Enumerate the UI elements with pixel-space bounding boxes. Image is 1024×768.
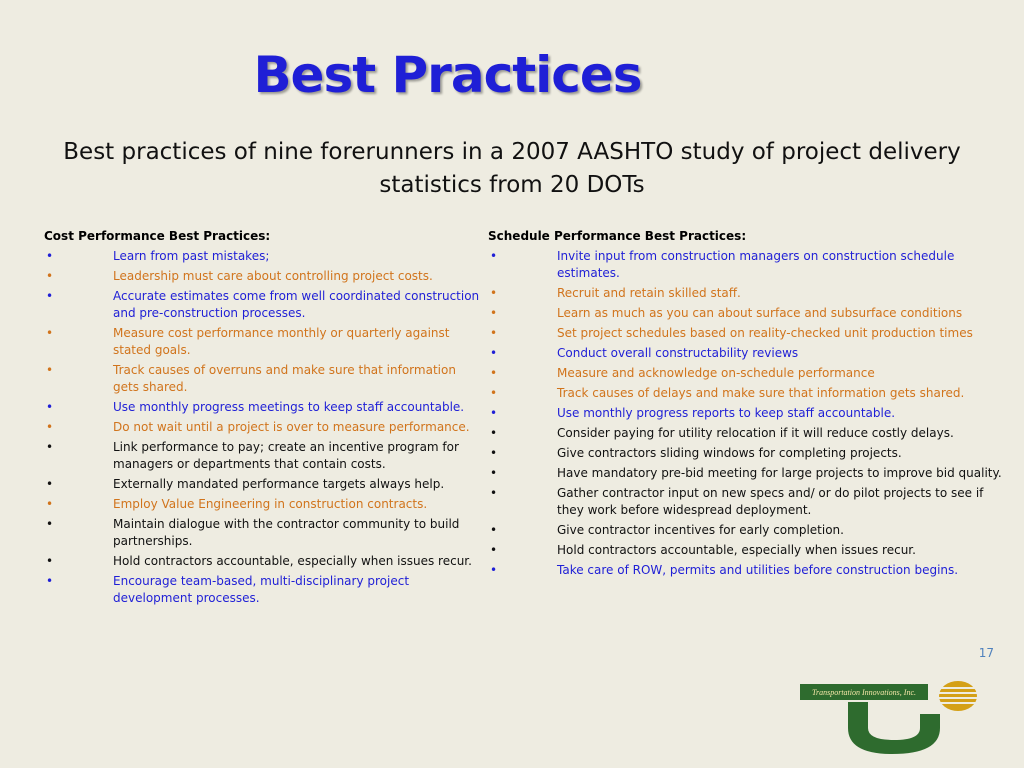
bullet-icon: • xyxy=(46,289,54,303)
bullet-text: Do not wait until a project is over to measure performance. xyxy=(113,420,470,434)
bullet-icon: • xyxy=(490,306,498,320)
bullet-icon: • xyxy=(46,517,54,531)
bullet-item xyxy=(488,305,1004,322)
bullet-icon: • xyxy=(46,554,54,568)
bullet-text: Externally mandated performance targets always help. xyxy=(113,477,445,491)
bullet-item xyxy=(488,248,1004,282)
bullet-item xyxy=(488,385,1004,402)
bullet-text: Recruit and retain skilled staff. xyxy=(557,286,741,300)
bullet-item xyxy=(44,288,480,322)
bullet-item xyxy=(488,405,1004,422)
bullet-icon: • xyxy=(490,386,498,400)
bullet-text: Use monthly progress meetings to keep staff accountable. xyxy=(113,400,465,414)
schedule-practices-heading: Schedule Performance Best Practices: xyxy=(488,229,747,243)
bullet-text: Give contractors sliding windows for completing projects. xyxy=(557,446,902,460)
bullet-icon: • xyxy=(46,363,54,377)
bullet-icon: • xyxy=(490,563,498,577)
bullet-icon: • xyxy=(46,420,54,434)
bullet-item xyxy=(488,365,1004,382)
bullet-text: Set project schedules based on reality-checked unit production times xyxy=(557,326,973,340)
bullet-icon: • xyxy=(46,440,54,454)
bullet-item xyxy=(488,285,1004,302)
bullet-item xyxy=(44,496,480,513)
bullet-icon: • xyxy=(490,446,498,460)
bullet-text: Link performance to pay; create an incentive program for managers or departments that contain costs. xyxy=(113,440,459,471)
schedule-practices-column xyxy=(488,228,1004,582)
bullet-icon: • xyxy=(46,497,54,511)
bullet-item xyxy=(44,399,480,416)
bullet-item xyxy=(44,476,480,493)
bullet-icon: • xyxy=(490,366,498,380)
cost-practices-heading: Cost Performance Best Practices: xyxy=(44,229,271,243)
bullet-icon: • xyxy=(490,406,498,420)
bullet-item xyxy=(488,325,1004,342)
bullet-icon: • xyxy=(46,477,54,491)
bullet-icon: • xyxy=(490,486,498,500)
bullet-text: Measure and acknowledge on-schedule performance xyxy=(557,366,875,380)
bullet-item xyxy=(44,516,480,550)
bullet-text: Gather contractor input on new specs and/ or do pilot projects to see if they work before widespread deployment. xyxy=(557,486,984,517)
bullet-icon: • xyxy=(490,543,498,557)
cost-practices-column xyxy=(44,228,480,610)
bullet-icon: • xyxy=(490,466,498,480)
bullet-item xyxy=(44,362,480,396)
logo-u-shape xyxy=(848,702,940,754)
bullet-icon: • xyxy=(490,523,498,537)
bullet-icon: • xyxy=(46,400,54,414)
bullet-text: Maintain dialogue with the contractor community to build partnerships. xyxy=(113,517,460,548)
bullet-item xyxy=(488,542,1004,559)
bullet-text: Invite input from construction managers on construction schedule estimates. xyxy=(557,249,955,280)
bullet-text: Track causes of overruns and make sure that information gets shared. xyxy=(113,363,456,394)
bullet-text: Hold contractors accountable, especially when issues recur. xyxy=(557,543,916,557)
bullet-text: Measure cost performance monthly or quarterly against stated goals. xyxy=(113,326,450,357)
schedule-practices-list xyxy=(488,248,1004,579)
bullet-text: Take care of ROW, permits and utilities before construction begins. xyxy=(557,563,959,577)
bullet-text: Employ Value Engineering in construction contracts. xyxy=(113,497,428,511)
bullet-item xyxy=(44,325,480,359)
logo-text: Transportation Innovations, Inc. xyxy=(811,688,917,697)
bullet-text: Encourage team-based, multi-disciplinary project development processes. xyxy=(113,574,410,605)
bullet-item xyxy=(488,465,1004,482)
bullet-icon: • xyxy=(46,326,54,340)
bullet-item xyxy=(488,562,1004,579)
bullet-text: Conduct overall constructability reviews xyxy=(557,346,799,360)
bullet-icon: • xyxy=(46,249,54,263)
bullet-icon: • xyxy=(46,269,54,283)
cost-practices-list xyxy=(44,248,480,607)
bullet-icon: • xyxy=(46,574,54,588)
bullet-item xyxy=(44,419,480,436)
bullet-item xyxy=(44,573,480,607)
bullet-item xyxy=(488,485,1004,519)
bullet-text: Leadership must care about controlling project costs. xyxy=(113,269,433,283)
bullet-icon: • xyxy=(490,249,498,263)
logo-sun-icon xyxy=(939,681,977,711)
bullet-item xyxy=(488,345,1004,362)
slide-subtitle: Best practices of nine forerunners in a 2007 AASHTO study of project delivery statistics from 20 DOTs xyxy=(63,139,961,198)
page-number: 17 xyxy=(978,646,994,660)
bullet-item xyxy=(44,248,480,265)
bullet-icon: • xyxy=(490,326,498,340)
bullet-text: Have mandatory pre-bid meeting for large projects to improve bid quality. xyxy=(557,466,1002,480)
bullet-icon: • xyxy=(490,286,498,300)
slide-title: Best Practices xyxy=(253,46,642,104)
bullet-text: Track causes of delays and make sure that information gets shared. xyxy=(557,386,965,400)
bullet-text: Use monthly progress reports to keep staff accountable. xyxy=(557,406,896,420)
bullet-item xyxy=(44,439,480,473)
company-logo xyxy=(800,680,980,758)
bullet-icon: • xyxy=(490,346,498,360)
bullet-text: Hold contractors accountable, especially when issues recur. xyxy=(113,554,472,568)
bullet-item xyxy=(44,553,480,570)
bullet-text: Give contractor incentives for early completion. xyxy=(557,523,844,537)
bullet-item xyxy=(488,522,1004,539)
bullet-text: Accurate estimates come from well coordinated construction and pre-construction processes. xyxy=(113,289,480,320)
bullet-item xyxy=(44,268,480,285)
bullet-text: Learn as much as you can about surface and subsurface conditions xyxy=(557,306,963,320)
bullet-item xyxy=(488,425,1004,442)
bullet-text: Consider paying for utility relocation if it will reduce costly delays. xyxy=(557,426,954,440)
bullet-icon: • xyxy=(490,426,498,440)
bullet-item xyxy=(488,445,1004,462)
bullet-text: Learn from past mistakes; xyxy=(113,249,270,263)
